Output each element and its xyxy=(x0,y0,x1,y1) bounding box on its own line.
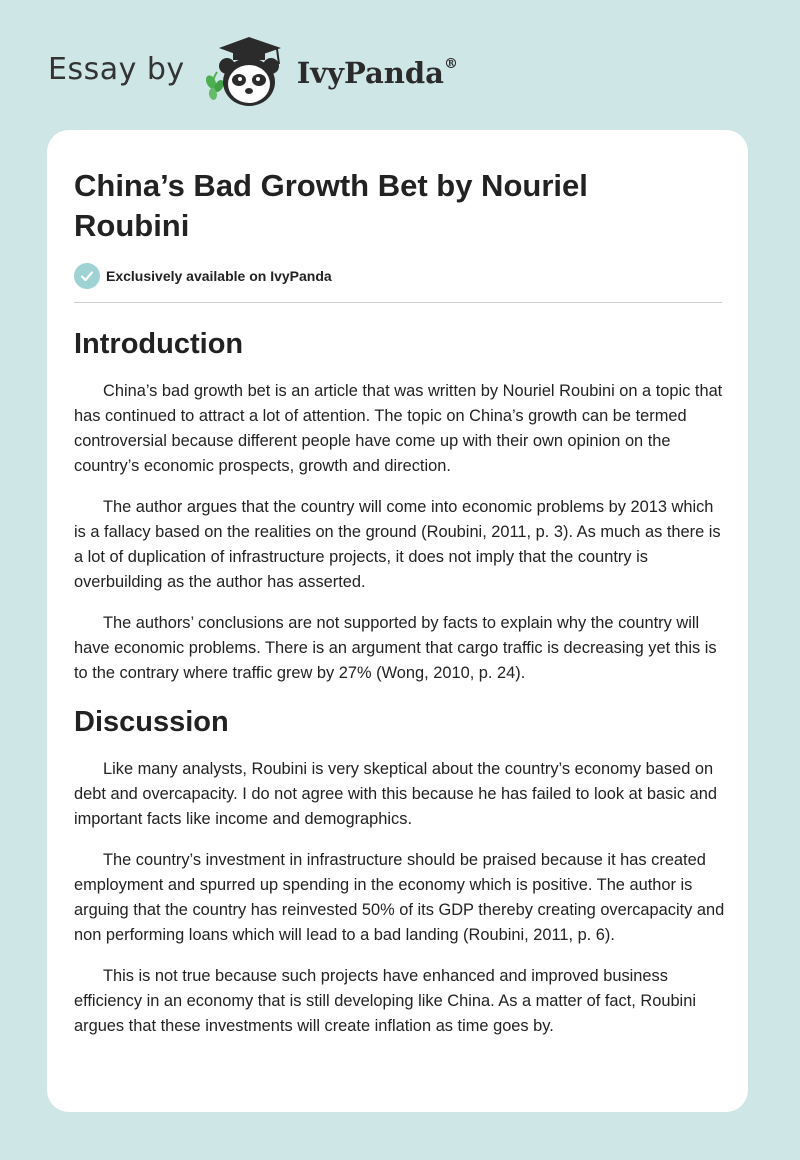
paragraph: The country’s investment in infrastructure should be praised because it has created employment and spurred up spending in the economy which is positive. The author is arguing that the country has reinvested 50% of its GDP thereby creating overcapacity and non performing loans which will lead to a bad landing (Roubini, 2011, p. 6). xyxy=(74,851,725,944)
section-heading-introduction: Introduction xyxy=(74,328,244,360)
registered-mark: ® xyxy=(443,56,458,73)
exclusive-badge-label: Exclusively available on IvyPanda xyxy=(106,268,332,284)
essay-body xyxy=(74,325,726,1039)
essay-card xyxy=(47,130,748,1112)
paragraph: The author argues that the country will come into economic problems by 2013 which is a fallacy based on the realities on the ground (Roubini, 2011, p. 3). As much as there is a lot of duplication of infrastructure projects, it does not imply that the country is overbuilding as the author has asserted. xyxy=(74,498,721,591)
page-title: China’s Bad Growth Bet by Nouriel Roubini xyxy=(74,168,588,243)
essay-by-label: Essay by xyxy=(48,51,185,87)
section-heading-discussion: Discussion xyxy=(74,706,229,738)
exclusive-badge xyxy=(74,263,332,289)
check-circle-icon xyxy=(74,263,100,289)
paragraph: China’s bad growth bet is an article that was written by Nouriel Roubini on a topic that has continued to attract a lot of attention. The topic on China’s growth can be termed controversial because different people have come up with their own opinion on the country’s economic prospects, growth and direction. xyxy=(74,382,723,475)
paragraph: This is not true because such projects have enhanced and improved business efficiency in an economy that is still developing like China. As a matter of fact, Roubini argues that these investments will create inflation as time goes by. xyxy=(74,967,696,1035)
paragraph: The authors’ conclusions are not supported by facts to explain why the country will have economic problems. There is an argument that cargo traffic is decreasing yet this is to the contrary where traffic grew by 27% (Wong, 2010, p. 24). xyxy=(74,614,717,682)
panda-graduate-icon[interactable] xyxy=(199,34,289,110)
site-header xyxy=(48,34,508,110)
brand-name[interactable]: IvyPanda® xyxy=(296,56,458,90)
leaf-icon xyxy=(204,72,226,101)
divider xyxy=(74,302,722,303)
paragraph: Like many analysts, Roubini is very skeptical about the country’s economy based on debt and overcapacity. I do not agree with this because he has failed to look at basic and important facts like income and demographics. xyxy=(74,760,717,828)
